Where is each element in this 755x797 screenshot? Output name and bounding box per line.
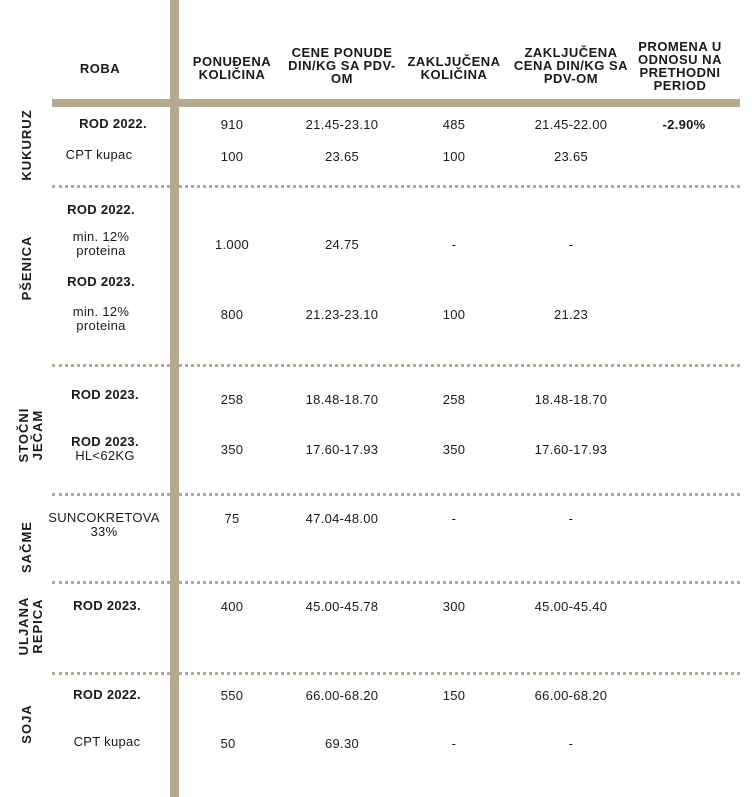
row-label: ROD 2022. [67,202,135,217]
cell-promena: -2.90% [662,117,706,132]
cell-ponudjena: 100 [220,149,244,164]
cell-cene: 23.65 [324,149,360,164]
cell-zak-kol: 485 [442,117,466,132]
row-label: ROD 2023. [73,598,141,613]
cell-cene: 21.45-23.10 [305,117,379,132]
header-zakljucena-kolicina: ZAKLJUČENA KOLIČINA [407,54,501,82]
cell-zak-kol: - [451,736,457,751]
cell-cene: 18.48-18.70 [305,392,379,407]
header-roba: ROBA [79,61,121,76]
cell-zak-cena: - [568,237,574,252]
cell-zak-kol: 300 [442,599,466,614]
category-uljana-repica: ULJANA REPICA [16,596,45,656]
cell-cene: 21.23-23.10 [305,307,379,322]
cell-zak-cena: 23.65 [553,149,589,164]
cell-zak-cena: 18.48-18.70 [534,392,608,407]
cell-cene: 24.75 [324,237,360,252]
row-label: min. 12% proteina [72,304,130,333]
cell-cene: 45.00-45.78 [305,599,379,614]
category-kukuruz: KUKURUZ [19,109,34,181]
row-label: ROD 2022. [79,116,147,131]
row-label: ROD 2022. [73,687,141,702]
cell-zak-kol: - [451,511,457,526]
section-divider [52,185,740,188]
cell-zak-kol: 258 [442,392,466,407]
cell-zak-cena: 17.60-17.93 [534,442,608,457]
cell-zak-kol: - [451,237,457,252]
cell-ponudjena: 550 [220,688,244,703]
cell-zak-cena: - [568,511,574,526]
cell-zak-cena: 21.23 [553,307,589,322]
cell-ponudjena: 1.000 [214,237,250,252]
cell-ponudjena: 800 [220,307,244,322]
row-label: SUNCOKRETOVA 33% [48,510,160,539]
cell-cene: 66.00-68.20 [305,688,379,703]
cell-zak-kol: 100 [442,149,466,164]
cell-ponudjena: 910 [220,117,244,132]
cell-zak-cena: 21.45-22.00 [534,117,608,132]
section-divider [52,493,740,496]
cell-zak-kol: 100 [442,307,466,322]
row-label: ROD 2023. [67,274,135,289]
cell-zak-cena: 45.00-45.40 [534,599,608,614]
row-label: CPT kupac [65,147,133,162]
cell-zak-kol: 350 [442,442,466,457]
cell-ponudjena: 400 [220,599,244,614]
row-label: ROD 2023. HL<62KG [71,434,139,463]
vertical-divider [170,0,179,797]
cell-ponudjena: 350 [220,442,244,457]
header-promena: PROMENA U ODNOSU NA PRETHODNI PERIOD [638,39,722,93]
cell-cene: 47.04-48.00 [305,511,379,526]
header-zakljucena-cena: ZAKLJUČENA CENA DIN/KG SA PDV-OM [513,45,629,86]
section-divider [52,364,740,367]
row-label: min. 12% proteina [72,229,130,258]
cell-zak-cena: 66.00-68.20 [534,688,608,703]
section-divider [52,672,740,675]
cell-zak-cena: - [568,736,574,751]
section-divider [52,581,740,584]
row-label: ROD 2023. [71,387,139,402]
cell-ponudjena: 75 [224,511,240,526]
row-label: CPT kupac [73,734,141,749]
cell-ponudjena: 50 [220,736,236,751]
cell-zak-kol: 150 [442,688,466,703]
category-soja: SOJA [19,704,34,744]
category-stocni-jecam: STOČNI JEČAM [16,407,45,463]
cell-cene: 17.60-17.93 [305,442,379,457]
category-sacme: SAČME [19,521,34,573]
header-ponudjena: PONUĐENA KOLIČINA [192,54,272,82]
cell-cene: 69.30 [324,736,360,751]
header-cene-ponude: CENE PONUDE DIN/KG SA PDV-OM [288,45,396,86]
category-psenica: PŠENICA [19,235,34,301]
cell-ponudjena: 258 [220,392,244,407]
header-divider [52,99,740,107]
